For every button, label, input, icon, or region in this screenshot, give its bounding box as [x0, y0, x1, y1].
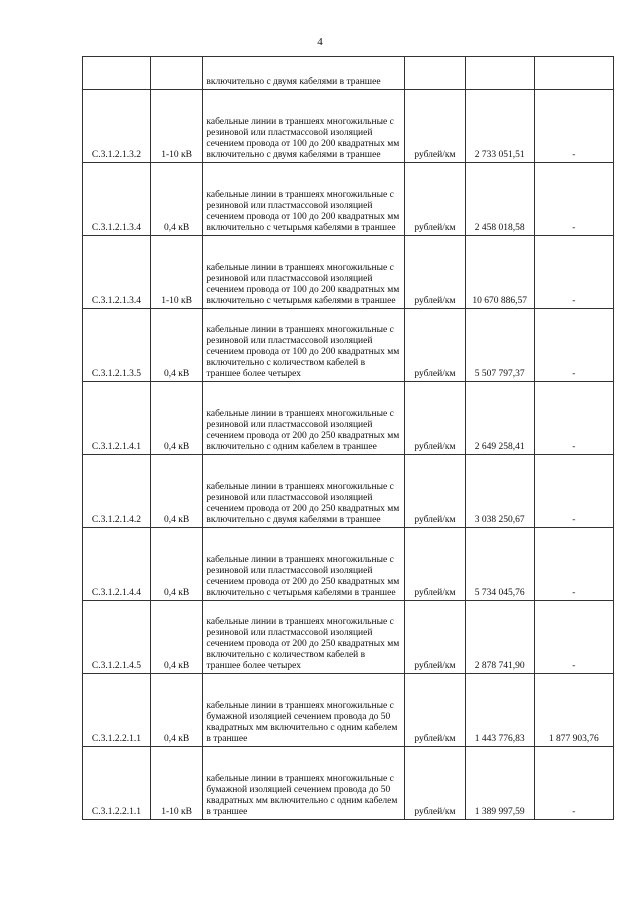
cell-voltage: 0,4 кВ [150, 528, 202, 601]
cell-unit: рублей/км [405, 382, 466, 455]
cell-description: кабельные линии в траншеях многожильные с резиновой или пластмассовой изоляцией сечением провода от 200 до 250 квадратных мм включительно с четырьмя кабелями в траншее [203, 528, 405, 601]
cell-code: С.3.1.2.1.3.4 [83, 163, 151, 236]
cell-code [83, 57, 151, 90]
cell-price: 10 670 886,57 [465, 236, 534, 309]
cell-voltage: 1-10 кВ [150, 90, 202, 163]
cell-extra: - [534, 455, 613, 528]
table-row [83, 382, 614, 455]
cell-price [465, 57, 534, 90]
cell-extra: - [534, 236, 613, 309]
cell-unit: рублей/км [405, 236, 466, 309]
cell-description: кабельные линии в траншеях многожильные с резиновой или пластмассовой изоляцией сечением провода от 100 до 200 квадратных мм включительно с четырьмя кабелями в траншее [203, 236, 405, 309]
cell-voltage: 0,4 кВ [150, 163, 202, 236]
cell-description: кабельные линии в траншеях многожильные с бумажной изоляцией сечением провода до 50 квадратных мм включительно с одним кабелем в траншее [203, 747, 405, 820]
table-row-continuation [83, 57, 614, 90]
cell-code: С.3.1.2.1.3.4 [83, 236, 151, 309]
cell-unit: рублей/км [405, 528, 466, 601]
table-row [83, 309, 614, 382]
table-row [83, 528, 614, 601]
cell-price: 2 733 051,51 [465, 90, 534, 163]
cell-price: 1 443 776,83 [465, 674, 534, 747]
cell-voltage: 0,4 кВ [150, 382, 202, 455]
cell-price: 3 038 250,67 [465, 455, 534, 528]
tariff-table [82, 56, 614, 820]
cell-voltage: 0,4 кВ [150, 601, 202, 674]
cell-voltage [150, 57, 202, 90]
table-row [83, 455, 614, 528]
cell-code: С.3.1.2.1.4.1 [83, 382, 151, 455]
cell-description: кабельные линии в траншеях многожильные с резиновой или пластмассовой изоляцией сечением провода от 200 до 250 квадратных мм включительно с двумя кабелями в траншее [203, 455, 405, 528]
cell-extra: - [534, 309, 613, 382]
cell-unit: рублей/км [405, 601, 466, 674]
cell-extra: - [534, 601, 613, 674]
cell-code: С.3.1.2.1.4.5 [83, 601, 151, 674]
table-row [83, 601, 614, 674]
cell-description: кабельные линии в траншеях многожильные с резиновой или пластмассовой изоляцией сечением провода от 200 до 250 квадратных мм включительно с количеством кабелей в траншее более четырех [203, 601, 405, 674]
cell-price: 1 389 997,59 [465, 747, 534, 820]
cell-unit: рублей/км [405, 163, 466, 236]
cell-code: С.3.1.2.1.4.4 [83, 528, 151, 601]
cell-description: кабельные линии в траншеях многожильные с бумажной изоляцией сечением провода до 50 квадратных мм включительно с одним кабелем в траншее [203, 674, 405, 747]
cell-voltage: 0,4 кВ [150, 455, 202, 528]
cell-description: кабельные линии в траншеях многожильные с резиновой или пластмассовой изоляцией сечением провода от 100 до 200 квадратных мм включительно с количеством кабелей в траншее более четырех [203, 309, 405, 382]
cell-price: 2 878 741,90 [465, 601, 534, 674]
cell-code: С.3.1.2.1.3.2 [83, 90, 151, 163]
cell-description: кабельные линии в траншеях многожильные с резиновой или пластмассовой изоляцией сечением провода от 100 до 200 квадратных мм включительно с двумя кабелями в траншее [203, 90, 405, 163]
cell-unit: рублей/км [405, 747, 466, 820]
table-row [83, 674, 614, 747]
cell-extra: - [534, 382, 613, 455]
cell-unit: рублей/км [405, 674, 466, 747]
table-row [83, 747, 614, 820]
cell-voltage: 1-10 кВ [150, 747, 202, 820]
cell-extra: - [534, 528, 613, 601]
cell-description: кабельные линии в траншеях многожильные с резиновой или пластмассовой изоляцией сечением провода от 100 до 200 квадратных мм включительно с четырьмя кабелями в траншее [203, 163, 405, 236]
cell-code: С.3.1.2.1.4.2 [83, 455, 151, 528]
cell-voltage: 0,4 кВ [150, 674, 202, 747]
cell-extra [534, 57, 613, 90]
cell-unit: рублей/км [405, 455, 466, 528]
cell-description: кабельные линии в траншеях многожильные с резиновой или пластмассовой изоляцией сечением провода от 200 до 250 квадратных мм включительно с одним кабелем в траншее [203, 382, 405, 455]
cell-description: включительно с двумя кабелями в траншее [203, 57, 405, 90]
page-number: 4 [317, 36, 323, 48]
cell-price: 2 649 258,41 [465, 382, 534, 455]
cell-price: 2 458 018,58 [465, 163, 534, 236]
cell-extra: - [534, 90, 613, 163]
table-row [83, 90, 614, 163]
table-row [83, 236, 614, 309]
cell-extra: 1 877 903,76 [534, 674, 613, 747]
table-row [83, 163, 614, 236]
cell-price: 5 507 797,37 [465, 309, 534, 382]
cell-price: 5 734 045,76 [465, 528, 534, 601]
cell-unit: рублей/км [405, 309, 466, 382]
cell-extra: - [534, 747, 613, 820]
cell-code: С.3.1.2.1.3.5 [83, 309, 151, 382]
cell-unit: рублей/км [405, 90, 466, 163]
cell-extra: - [534, 163, 613, 236]
cell-code: С.3.1.2.2.1.1 [83, 674, 151, 747]
cell-unit [405, 57, 466, 90]
cell-voltage: 0,4 кВ [150, 309, 202, 382]
cell-voltage: 1-10 кВ [150, 236, 202, 309]
cell-code: С.3.1.2.2.1.1 [83, 747, 151, 820]
